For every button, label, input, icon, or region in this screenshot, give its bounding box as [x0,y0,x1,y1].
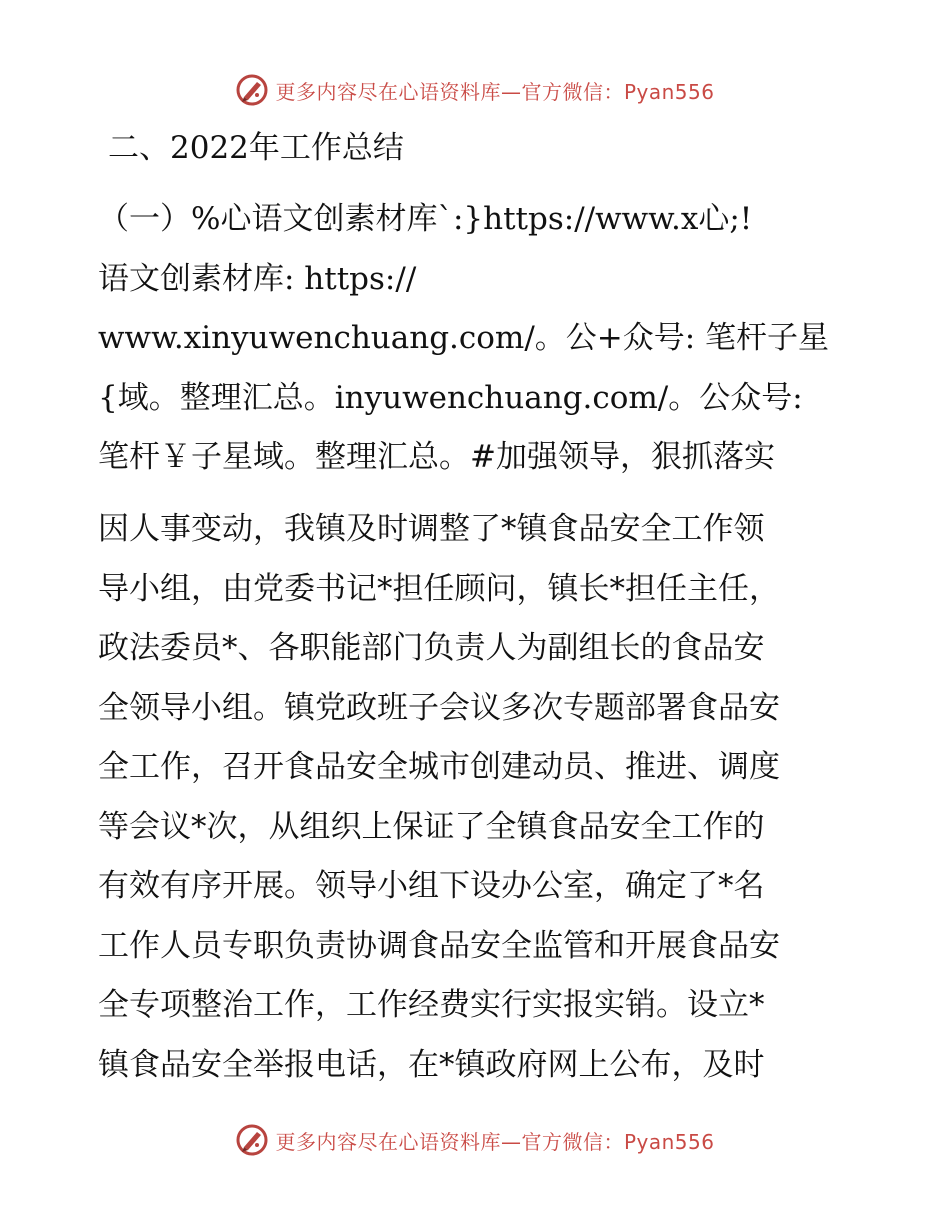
paragraph-2-line: 全工作，召开食品安全城市创建动员、推进、调度 [98,749,780,785]
paragraph-2 [98,500,858,1095]
paragraph-1-line: （一）%心语文创素材库`:}https://www.x心;! [98,201,753,237]
paragraph-2-line: 镇食品安全举报电话，在*镇政府网上公布，及时 [98,1046,765,1083]
paragraph-1-line: {域。整理汇总。inyuwenchuang.com/。公众号: [98,379,803,416]
paragraph-1 [98,190,858,488]
paragraph-2-line: 全领导小组。镇党政班子会议多次专题部署食品安 [98,689,780,726]
paragraph-2-line: 有效有序开展。领导小组下设办公室，确定了*名 [98,868,765,904]
paragraph-2-line: 等会议*次，从组织上保证了全镇食品安全工作的 [98,808,765,845]
paragraph-2-line: 因人事变动，我镇及时调整了*镇食品安全工作领 [98,511,765,547]
paragraph-2-line: 工作人员专职负责协调食品安全监管和开展食品安 [98,927,780,964]
pen-nib-logo-icon [235,1123,269,1157]
section-heading: 二、2022年工作总结 [108,130,404,166]
header-watermark-banner [0,70,950,110]
paragraph-2-line: 政法委员*、各职能部门负责人为副组长的食品安 [98,630,765,666]
paragraph-2-line: 导小组，由党委书记*担任顾问，镇长*担任主任， [98,570,780,607]
footer-watermark-text: 更多内容尽在心语资料库—官方微信：Pyan556 [275,1129,715,1154]
pen-nib-logo-icon [235,73,269,107]
paragraph-2-line: 全专项整治工作，工作经费实行实报实销。设立* [98,987,765,1023]
paragraph-1-line: www.xinyuwenchuang.com/。公+众号: 笔杆子星 [98,320,830,356]
paragraph-1-line: 笔杆￥子星域。整理汇总。#加强领导，狠抓落实 [98,439,775,475]
header-watermark-text: 更多内容尽在心语资料库—官方微信：Pyan556 [275,79,715,104]
footer-watermark-banner [0,1120,950,1160]
paragraph-1-line: 语文创素材库: https:// [98,260,417,297]
